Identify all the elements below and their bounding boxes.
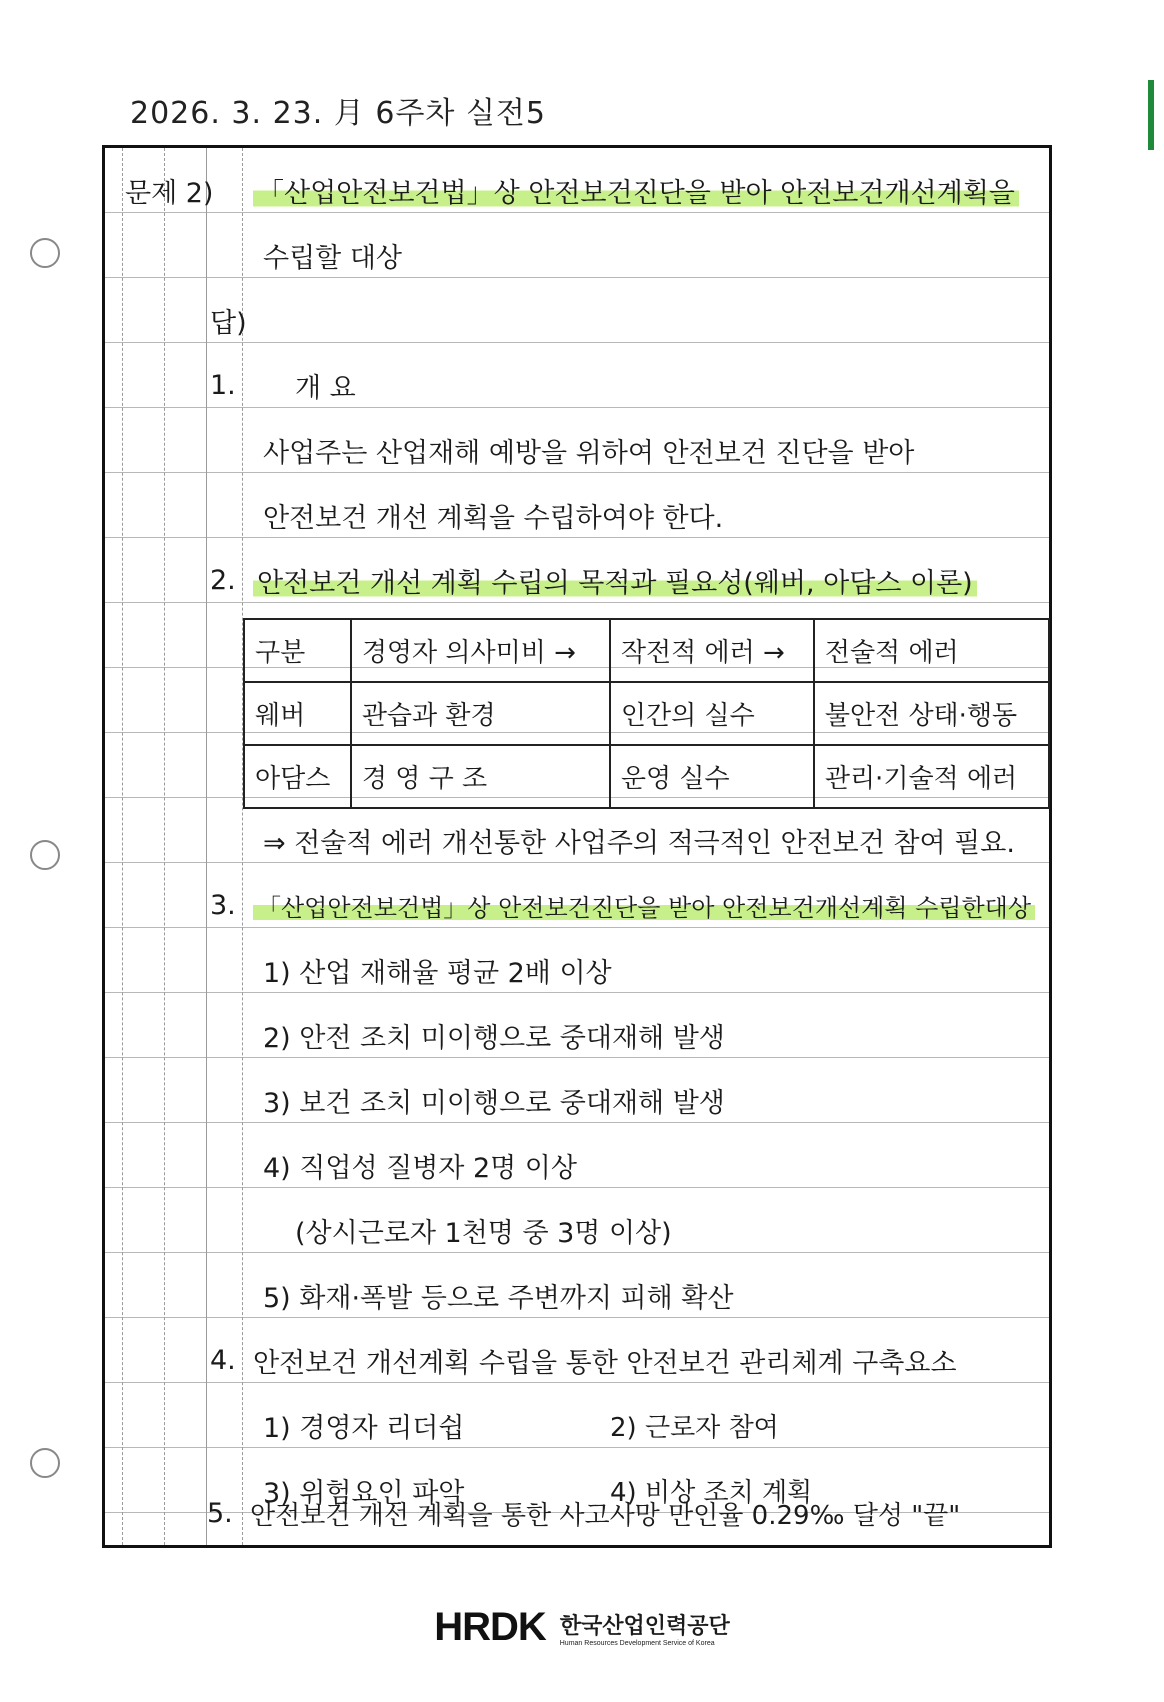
section-5-text: 안전보건 개선 계획을 통한 사고사망 만인율 0.29‰ 달성 "끝" bbox=[250, 1500, 961, 1531]
question-line-2 bbox=[105, 223, 1049, 288]
punch-hole bbox=[30, 1448, 60, 1478]
question-text: 「산업안전보건법」상 안전보건진단을 받아 안전보건개선계획을 bbox=[253, 178, 1019, 209]
section-1-title: 개 요 bbox=[295, 373, 356, 404]
list-item: 4) 직업성 질병자 2명 이상 bbox=[263, 1153, 577, 1184]
table-row: 웨버 관습과 환경 인간의 실수 불안전 상태·행동 bbox=[244, 682, 1049, 745]
section-1-body: 사업주는 산업재해 예방을 위하여 안전보건 진단을 받아 bbox=[263, 438, 915, 469]
header-date: 2026. 3. 23. 月 6주차 실전5 bbox=[130, 96, 546, 131]
org-name-kr: 한국산업인력공단 bbox=[559, 1613, 730, 1639]
question-line-1 bbox=[105, 158, 1049, 223]
table-row: 아담스 경 영 구 조 운영 실수 관리·기술적 에러 bbox=[244, 745, 1049, 808]
section-3-heading: 3. 「산업안전보건법」상 안전보건진단을 받아 안전보건개선계획 수립한대상 bbox=[105, 873, 1049, 938]
question-text-cont: 수립할 대상 bbox=[263, 243, 402, 274]
theory-table bbox=[243, 618, 1050, 809]
section-2-title: 안전보건 개선 계획 수립의 목적과 필요성(웨버, 아담스 이론) bbox=[253, 568, 977, 599]
list-item: 5) 화재·폭발 등으로 주변까지 피해 확산 bbox=[263, 1283, 734, 1314]
punch-hole bbox=[30, 238, 60, 268]
answer-label: 답) bbox=[210, 308, 247, 339]
section-1-heading: 1. 개 요 bbox=[105, 353, 1049, 418]
list-item: 1) 산업 재해율 평균 2배 이상 bbox=[263, 958, 612, 989]
list-item: (상시근로자 1천명 중 3명 이상) bbox=[295, 1218, 672, 1249]
footer-logo bbox=[0, 1605, 1164, 1650]
section-2-conclusion: ⇒ 전술적 에러 개선통한 사업주의 적극적인 안전보건 참여 필요. bbox=[263, 828, 1015, 859]
list-item: 3) 보건 조치 미이행으로 중대재해 발생 bbox=[263, 1088, 725, 1119]
punch-hole bbox=[30, 840, 60, 870]
org-name-en: Human Resources Development Service of Korea bbox=[559, 1639, 715, 1647]
table-row: 구분 경영자 의사미비 → 작전적 에러 → 전술적 에러 bbox=[244, 619, 1049, 682]
section-4-title: 안전보건 개선계획 수립을 통한 안전보건 관리체계 구축요소 bbox=[253, 1348, 957, 1379]
edge-mark bbox=[1148, 80, 1154, 150]
list-item-pair: 3) 위험요인 파악 4) 비상 조치 계획 bbox=[263, 1478, 813, 1509]
section-3-title: 「산업안전보건법」상 안전보건진단을 받아 안전보건개선계획 수립한대상 bbox=[253, 894, 1035, 922]
hrdk-logo: HRDK bbox=[434, 1605, 546, 1649]
section-5-line: 5. 안전보건 개선 계획을 통한 사고사망 만인율 0.29‰ 달성 "끝" bbox=[102, 1483, 1052, 1543]
section-2-heading: 2. 안전보건 개선 계획 수립의 목적과 필요성(웨버, 아담스 이론) bbox=[105, 548, 1049, 613]
section-1-body: 안전보건 개선 계획을 수립하여야 한다. bbox=[263, 503, 724, 534]
question-label: 문제 2) bbox=[125, 178, 214, 209]
list-item-pair: 1) 경영자 리더쉽 2) 근로자 참여 bbox=[263, 1413, 779, 1444]
list-item: 2) 안전 조치 미이행으로 중대재해 발생 bbox=[263, 1023, 725, 1054]
section-4-heading: 4. 안전보건 개선계획 수립을 통한 안전보건 관리체계 구축요소 bbox=[105, 1328, 1049, 1393]
answer-label-line bbox=[105, 288, 1049, 353]
answer-sheet bbox=[102, 145, 1052, 1548]
